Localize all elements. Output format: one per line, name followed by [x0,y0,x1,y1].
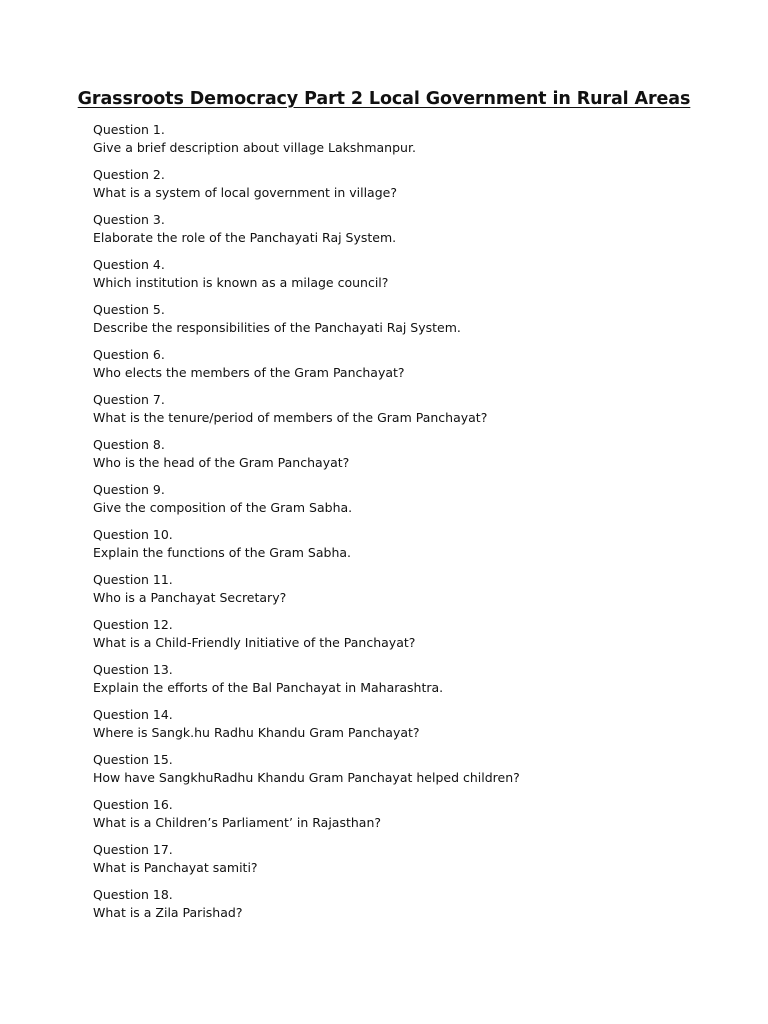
question-label: Question 2. [93,167,165,182]
question-label: Question 5. [93,302,165,317]
question-text: Where is Sangk.hu Radhu Khandu Gram Panchayat? [93,725,420,740]
question-label: Question 3. [93,212,165,227]
question-text: Who is a Panchayat Secretary? [93,590,287,605]
document-title: Grassroots Democracy Part 2 Local Government in Rural Areas [77,89,691,109]
question-label: Question 13. [93,662,173,677]
question-item [93,886,733,931]
question-label: Question 17. [93,842,173,857]
question-item [93,211,733,256]
question-text: Give the composition of the Gram Sabha. [93,500,353,515]
question-label: Question 1. [93,122,165,137]
question-label: Question 14. [93,707,173,722]
question-label: Question 4. [93,257,165,272]
question-item [93,526,733,571]
question-item [93,301,733,346]
question-item [93,166,733,211]
question-text: What is a Child-Friendly Initiative of the Panchayat? [93,635,416,650]
question-item [93,481,733,526]
question-text: Explain the functions of the Gram Sabha. [93,545,351,560]
question-text: Which institution is known as a milage council? [93,275,389,290]
question-item [93,256,733,301]
question-text: Describe the responsibilities of the Panchayati Raj System. [93,320,461,335]
question-item [93,571,733,616]
question-text: What is a Zila Parishad? [93,905,243,920]
question-item [93,391,733,436]
question-text: Give a brief description about village Lakshmanpur. [93,140,416,155]
question-label: Question 11. [93,572,173,587]
question-label: Question 6. [93,347,165,362]
question-label: Question 16. [93,797,173,812]
question-item [93,841,733,886]
question-item [93,436,733,481]
question-label: Question 18. [93,887,173,902]
question-item [93,121,733,166]
question-label: Question 10. [93,527,173,542]
question-label: Question 15. [93,752,173,767]
question-label: Question 8. [93,437,165,452]
question-label: Question 9. [93,482,165,497]
question-text: How have SangkhuRadhu Khandu Gram Panchayat helped children? [93,770,520,785]
question-item [93,346,733,391]
question-text: What is Panchayat samiti? [93,860,258,875]
question-list [93,121,733,931]
question-text: What is a Children’s Parliament’ in Rajasthan? [93,815,382,830]
question-text: Who is the head of the Gram Panchayat? [93,455,350,470]
question-text: Who elects the members of the Gram Panchayat? [93,365,405,380]
question-item [93,661,733,706]
question-item [93,706,733,751]
question-text: Explain the efforts of the Bal Panchayat in Maharashtra. [93,680,444,695]
question-text: Elaborate the role of the Panchayati Raj System. [93,230,397,245]
question-item [93,796,733,841]
question-text: What is a system of local government in village? [93,185,397,200]
question-text: What is the tenure/period of members of the Gram Panchayat? [93,410,488,425]
question-label: Question 7. [93,392,165,407]
question-label: Question 12. [93,617,173,632]
question-item [93,616,733,661]
question-item [93,751,733,796]
